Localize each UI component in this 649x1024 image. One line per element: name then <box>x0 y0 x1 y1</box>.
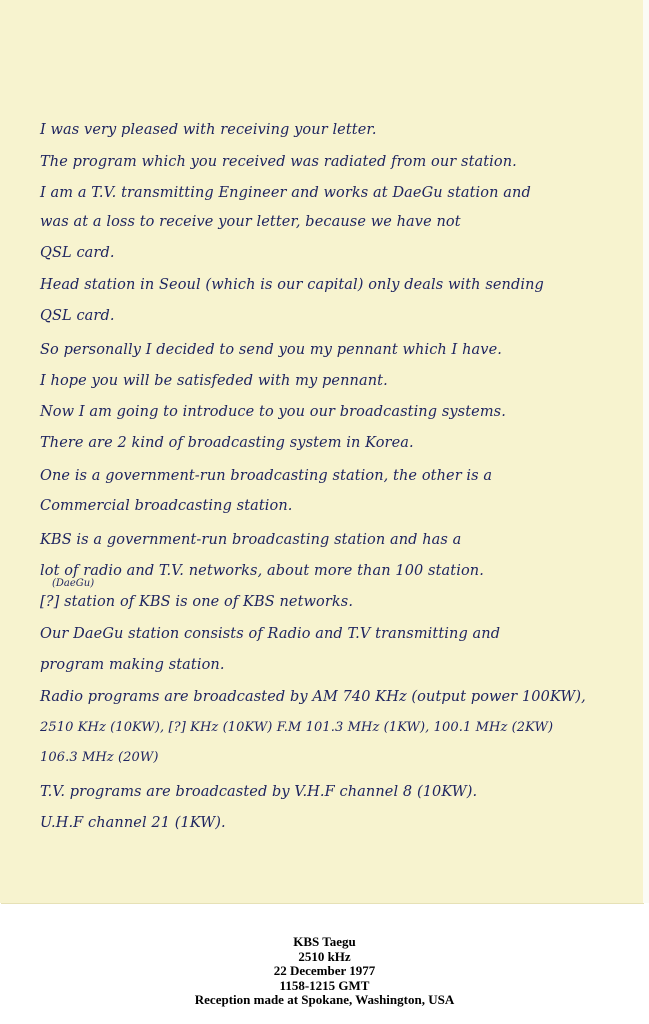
letter-line-13: Commercial broadcasting station. <box>40 498 293 514</box>
reception-caption <box>0 935 649 1008</box>
paper-edge <box>643 0 649 903</box>
letter-line-7: QSL card. <box>40 308 115 324</box>
letter-line-3: I am a T.V. transmitting Engineer and works at DaeGu station and <box>40 185 531 201</box>
interlinear-insertion: (DaeGu) <box>52 578 95 589</box>
caption-station: KBS Taegu <box>293 934 356 949</box>
letter-line-10: Now I am going to introduce to you our broadcasting systems. <box>40 404 506 420</box>
letter-line-20: 2510 KHz (10KW), [?] KHz (10KW) F.M 101.3 MHz (1KW), 100.1 MHz (2KW) <box>40 720 554 735</box>
letter-line-19: Radio programs are broadcasted by AM 740 KHz (output power 100KW), <box>40 689 586 705</box>
letter-line-2: The program which you received was radiated from our station. <box>40 154 517 170</box>
letter-line-18: program making station. <box>40 657 225 673</box>
caption-location: Reception made at Spokane, Washington, USA <box>194 992 455 1008</box>
letter-line-23: U.H.F channel 21 (1KW). <box>40 815 226 831</box>
letter-line-9: I hope you will be satisfeded with my pennant. <box>40 373 388 389</box>
caption-frequency: 2510 kHz <box>298 948 351 964</box>
letter-line-16: [?] station of KBS is one of KBS networks. <box>40 594 354 610</box>
letter-line-8: So personally I decided to send you my pennant which I have. <box>40 342 502 358</box>
caption-date: 22 December 1977 <box>273 963 376 979</box>
letter-line-15: lot of radio and T.V. networks, about more than 100 station. <box>40 563 484 579</box>
letter-line-6: Head station in Seoul (which is our capital) only deals with sending <box>40 277 544 293</box>
letter-line-4: was at a loss to receive your letter, because we have not <box>40 214 461 230</box>
letter-line-14: KBS is a government-run broadcasting station and has a <box>40 532 462 548</box>
letter-line-17: Our DaeGu station consists of Radio and T.V transmitting and <box>40 626 501 642</box>
letter-line-1: I was very pleased with receiving your letter. <box>40 122 377 138</box>
letter-line-21: 106.3 MHz (20W) <box>40 750 159 765</box>
caption-time: 1158-1215 GMT <box>279 977 370 993</box>
letter-line-11: There are 2 kind of broadcasting system in Korea. <box>40 435 414 451</box>
letter-line-5: QSL card. <box>40 245 115 261</box>
letter-line-22: T.V. programs are broadcasted by V.H.F channel 8 (10KW). <box>40 784 478 800</box>
letter-line-12: One is a government-run broadcasting station, the other is a <box>40 468 493 484</box>
